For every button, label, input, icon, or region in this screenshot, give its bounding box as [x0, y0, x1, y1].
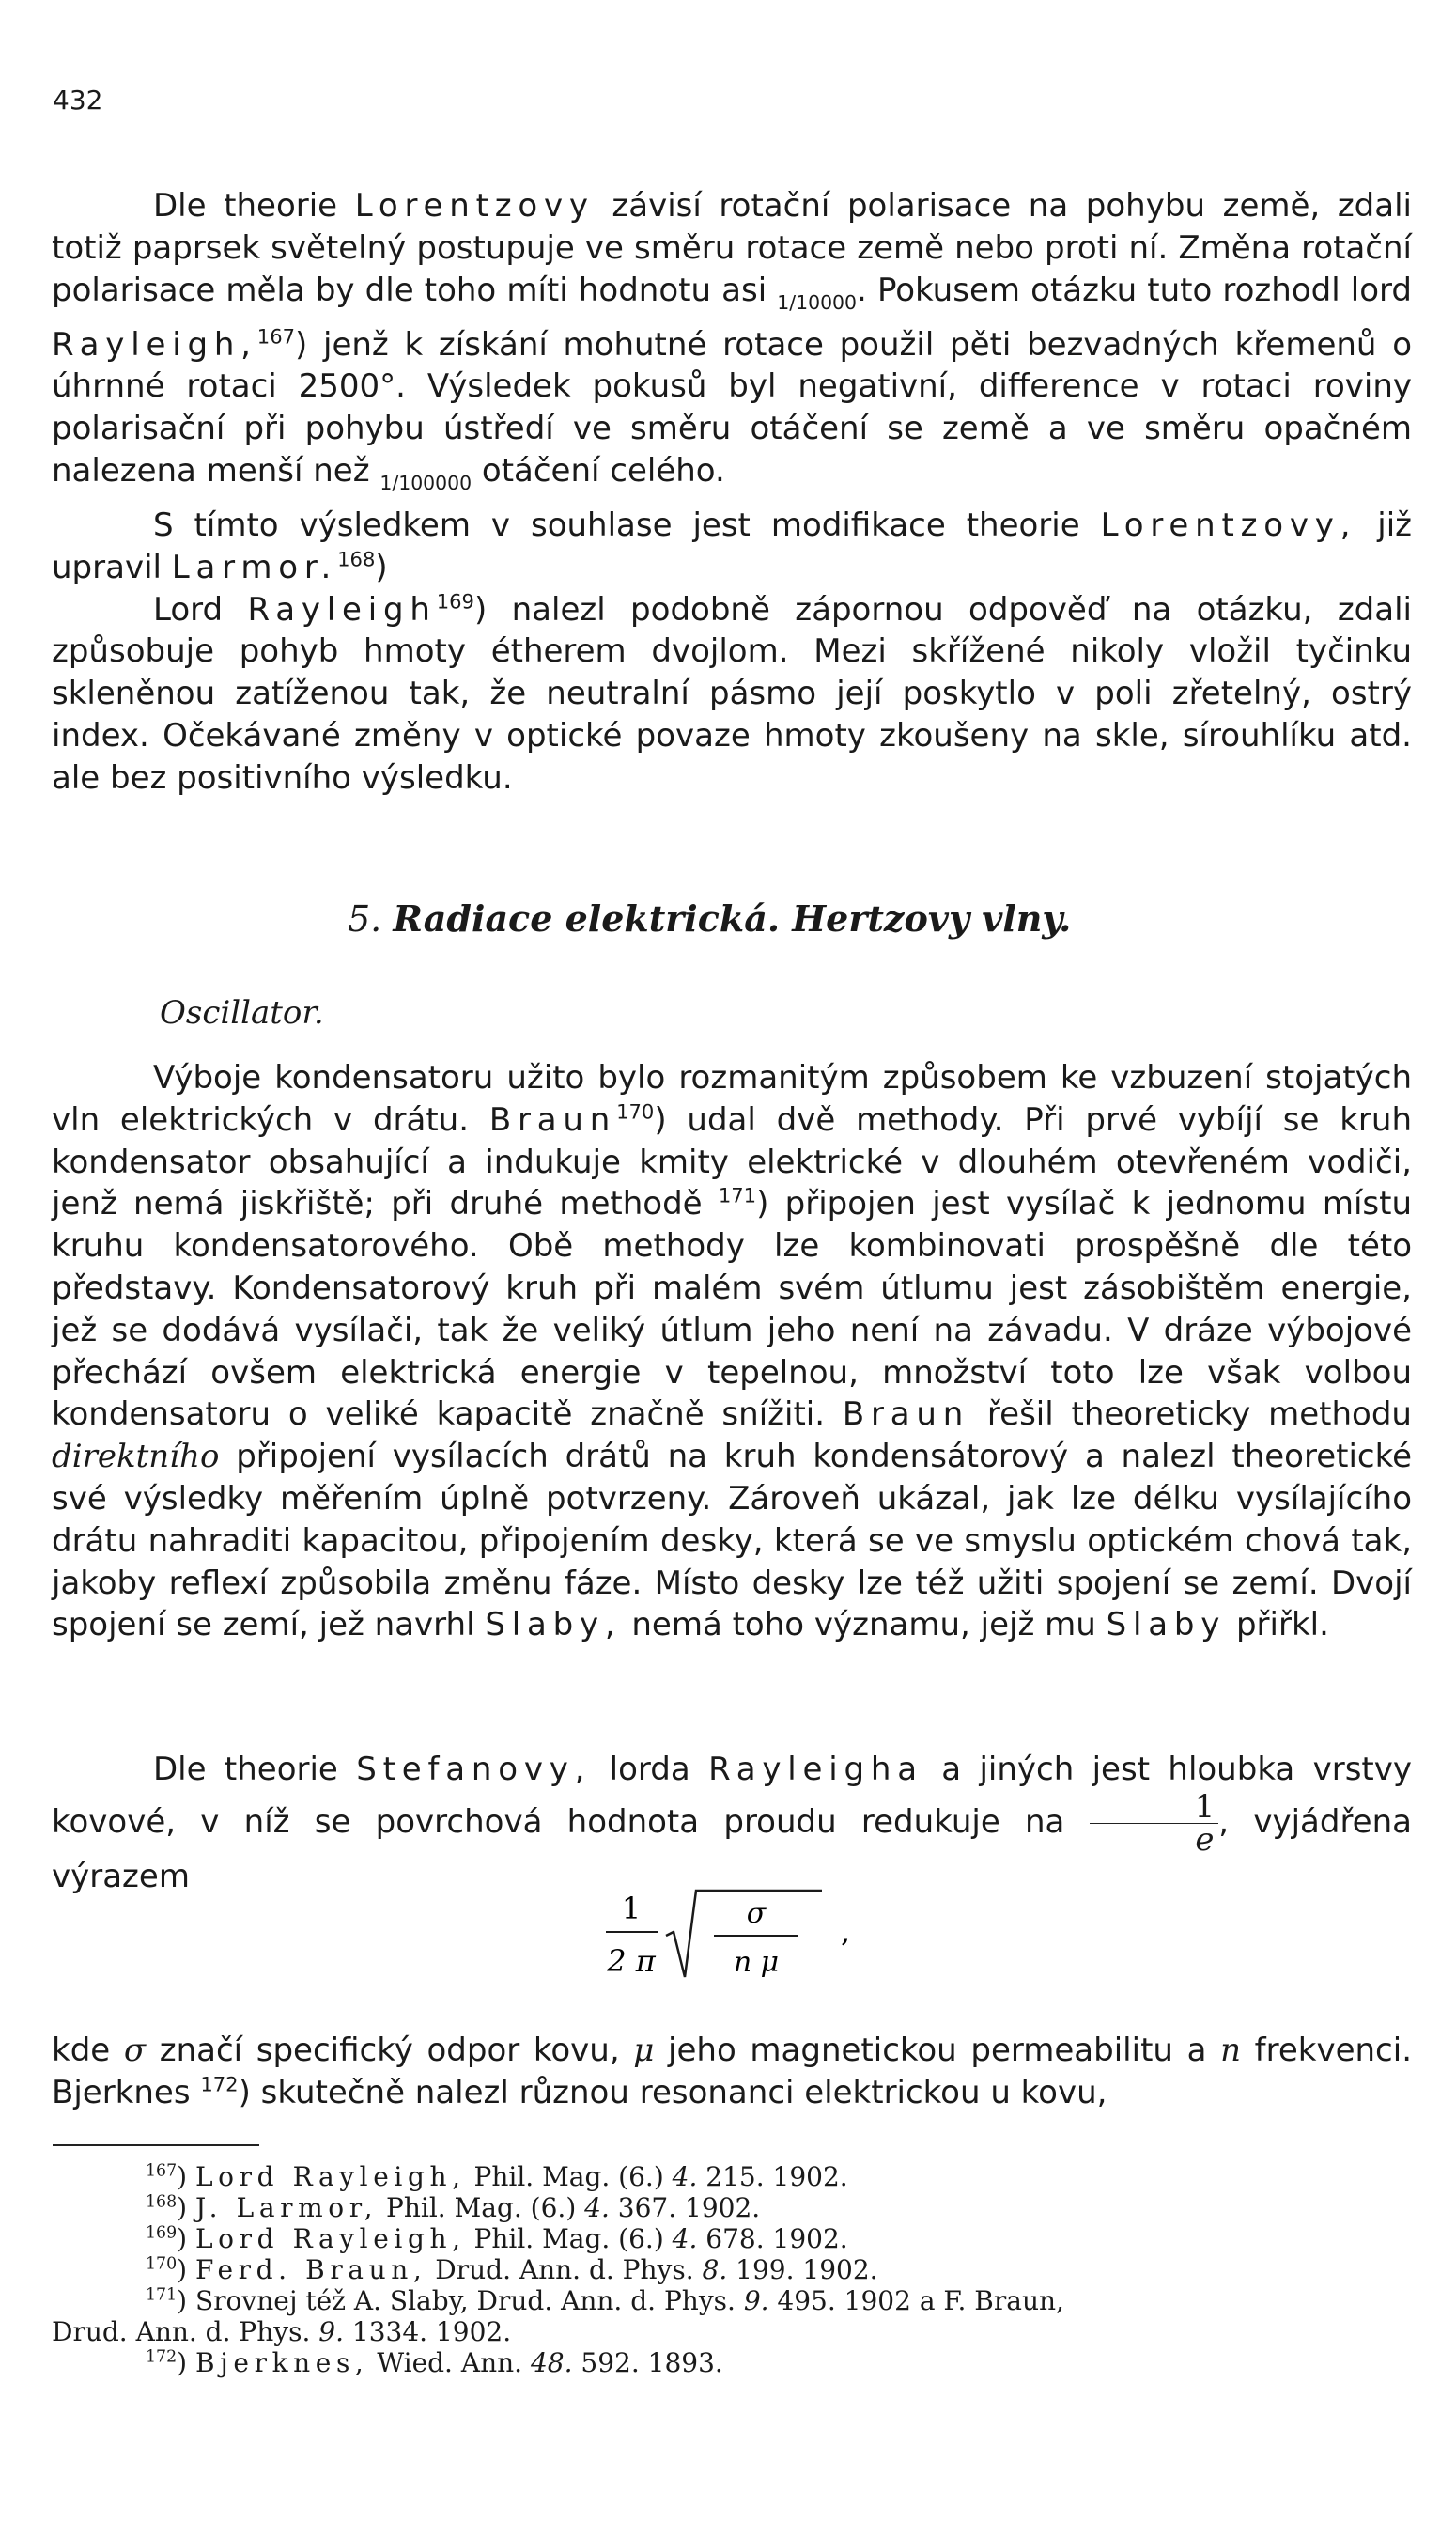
author-name: Stefanovy, [356, 1751, 592, 1788]
footnote-volume: 48. [530, 2347, 573, 2378]
footnote-text: 199. 1902. [727, 2254, 878, 2285]
footnote-number: 168 [146, 2192, 178, 2212]
footnote-ref: 169 [436, 589, 474, 614]
footnote-text: Phil. Mag. (6.) [465, 2223, 673, 2254]
footnote-170: $^{170}$) Ferd. Braun, Drud. Ann. d. Phys. 8. 199. 1902. [146, 2254, 878, 2285]
footnote-text: 592. 1893. [572, 2347, 723, 2378]
text-run: S tímto výsledkem v souhlase jest modifikace theorie [153, 506, 1101, 544]
text-run: řešil theoreticky methodu [969, 1395, 1412, 1434]
emphasis: direktního [52, 1438, 220, 1476]
footnotes [52, 2161, 1412, 2378]
author-name: Lorentzovy [354, 187, 595, 225]
subsection-label: Oscillator. [160, 994, 324, 1032]
footnote-number: 167 [146, 2161, 178, 2181]
footnote-volume: 4. [584, 2192, 610, 2223]
formula-numerator: 1 [621, 1891, 642, 1926]
footnote-text: Phil. Mag. (6.) [465, 2161, 673, 2192]
text-run: přiřkl. [1226, 1606, 1329, 1644]
paragraph-stefan [52, 1749, 1412, 1898]
radicand-numerator: σ [746, 1897, 767, 1930]
footnote-author: J. Larmor, [194, 2192, 379, 2223]
author-name: Braun [842, 1395, 970, 1434]
math-symbol: σ [123, 2032, 147, 2069]
fraction-denominator: e [1195, 1820, 1215, 1859]
author-name: Braun [488, 1100, 617, 1139]
footnote-169: $^{169}$) Lord Rayleigh, Phil. Mag. (6.) 4. 678. 1902. [146, 2223, 848, 2254]
author-name: Rayleigh, [52, 325, 257, 364]
footnote-number: 169 [146, 2223, 178, 2243]
radicand-denominator: n μ [733, 1946, 780, 1979]
footnote-volume: 4. [672, 2161, 698, 2192]
footnote-author: Lord Rayleigh, [194, 2161, 466, 2192]
footnote-volume: 8. [702, 2254, 728, 2285]
section-heading [348, 897, 1071, 940]
footnote-text: 495. 1902 a F. Braun, [768, 2285, 1064, 2316]
paragraph-lorentz-theory [52, 185, 1412, 505]
footnote-text: Drud. Ann. d. Phys. [426, 2254, 703, 2285]
inline-fraction: 1/100000 [379, 472, 472, 495]
text-run: . Pokusem otázku tuto rozhodl lord [857, 271, 1413, 309]
text-run: , vyjádřena výrazem [52, 1802, 1412, 1895]
footnote-ref: 168 [337, 547, 376, 571]
footnote-author: Bjerknes, [194, 2347, 369, 2378]
footnote-author: Ferd. Braun, [194, 2254, 427, 2285]
footnote-separator [53, 2144, 259, 2146]
text-run: frekvenci. Bjerknes [52, 2032, 1412, 2111]
inline-fraction: 1/10000 [777, 290, 857, 314]
text-run: kde [52, 2032, 124, 2069]
text-run: ) [375, 548, 388, 586]
footnote-168: $^{168}$) J. Larmor, Phil. Mag. (6.) 4. 367. 1902. [146, 2192, 761, 2223]
text-run: Lord [153, 590, 248, 629]
text-run: ) udal dvě methody. Při prvé vybíjí se kruh kondensator obsahující a indukuje kmity elektrické v dlouhém otevřeném vodiči, jenž nemá jiskřiště; při druhé methodě [52, 1100, 1413, 1223]
footnote-167: $^{167}$) Lord Rayleigh, Phil. Mag. (6.) 4. 215. 1902. [146, 2161, 848, 2192]
paragraph-braun [52, 1057, 1412, 1646]
footnote-volume: 9. [318, 2316, 344, 2347]
footnote-number: 171 [146, 2285, 178, 2305]
skin-depth-formula [606, 1879, 888, 1992]
math-symbol: μ [633, 2032, 655, 2069]
formula-comma: , [841, 1913, 851, 1949]
footnote-text: 215. 1902. [697, 2161, 848, 2192]
math-symbol: n [1220, 2032, 1241, 2069]
footnote-ref: 172 [200, 2072, 239, 2096]
paragraph-larmor [52, 505, 1412, 589]
footnote-text: 678. 1902. [697, 2223, 848, 2254]
footnote-volume: 4. [672, 2223, 698, 2254]
text-run: již upravil [52, 506, 1412, 586]
footnote-text: 367. 1902. [609, 2192, 761, 2223]
footnote-ref: 170 [616, 1099, 655, 1124]
text-run: Dle theorie [153, 187, 355, 225]
author-name: Slaby [1106, 1606, 1227, 1644]
text-run: Výboje kondensatoru užito bylo rozmanitým způsobem ke vzbuzení stojatých vln elektrických v drátu. [52, 1059, 1412, 1139]
author-name: Rayleigha [708, 1751, 923, 1788]
fraction-numerator: 1 [1090, 1791, 1219, 1824]
text-run: lorda [591, 1751, 709, 1788]
footnote-text: Phil. Mag. (6.) [378, 2192, 585, 2223]
text-run: Dle theorie [153, 1751, 357, 1788]
page-number: 432 [53, 85, 103, 116]
inline-fraction [1090, 1787, 1219, 1859]
text-run: ) nalezl podobně zápornou odpověď na otázku, zdali způsobuje pohyb hmoty étherem dvojlom. Mezi skřížené nikoly vložil tyčinku skleněnou zatíženou tak, že neutralní pásmo její poskytlo v poli zřetelný, ostrý index. Očekávané změny v optické povaze hmoty zkoušeny na skle, sírouhlíku atd. ale bez positivního výsledku. [52, 590, 1412, 797]
text-run: a jiných jest hloubka vrstvy kovové, v níž se povrchová hodnota proudu redukuje na [52, 1751, 1412, 1841]
footnote-172: $^{172}$) Bjerknes, Wied. Ann. 48. 592. 1893. [146, 2347, 723, 2378]
text-run: ) skutečně nalezl různou resonanci elektrickou u kovu, [238, 2073, 1107, 2111]
text-run: jeho magnetickou permeabilitu a [654, 2032, 1221, 2069]
formula-denominator: 2 π [607, 1943, 656, 1979]
text-run: připojení vysílacích drátů na kruh kondensátorový a nalezl theoretické své výsledky měřením úplně potvrzeny. Zároveň ukázal, jak lze délku vysílajícího drátu nahraditi kapacitou, připojením desky, která se ve smyslu optickém chová tak, jakoby reflexí způsobila změnu fáze. Místo desky lze též užiti spojení se zemí. Dvojí spojení se zemí, jež navrhl [52, 1438, 1412, 1644]
footnote-ref: 167 [256, 324, 296, 349]
text-block-bjerknes [52, 2030, 1412, 2114]
text-run: značí specifický odpor kovu, [146, 2032, 634, 2069]
section-number: 5. [348, 898, 382, 940]
footnote-number: 172 [146, 2347, 178, 2367]
author-name: Larmor. [171, 548, 338, 586]
section-title: Radiace elektrická. Hertzovy vlny. [393, 897, 1072, 940]
footnote-171: $^{171}$) Srovnej též A. Slaby, Drud. Ann. d. Phys. 9. 495. 1902 a F. Braun, [146, 2285, 1064, 2316]
footnote-number: 170 [146, 2254, 178, 2274]
paragraph-bjerknes [52, 2030, 1412, 2114]
text-block-stefan [52, 1749, 1412, 1898]
author-name: Lorentzovy, [1100, 506, 1357, 544]
footnote-text: Wied. Ann. [368, 2347, 531, 2378]
text-block-oscillator [52, 1057, 1412, 1646]
text-run: ) připojen jest vysílač k jednomu místu kruhu kondensatorového. Obě methody lze kombinovati prospěšně dle této představy. Kondensatorový kruh při malém svém útlumu jest zásobištěm energie, jež se dodává vysílači, tak že veliký útlum jeho není na závadu. V dráze výbojové přechází ovšem elektrická energie v tepelnou, množství toto lze však volbou kondensatoru o veliké kapacitě značně snížiti. [52, 1185, 1412, 1434]
footnote-171-continued [52, 2316, 1412, 2347]
footnote-text: Srovnej též A. Slaby, Drud. Ann. d. Phys. [194, 2285, 744, 2316]
author-name: Rayleigh [247, 590, 437, 629]
footnote-text: 1334. 1902. [343, 2316, 512, 2347]
footnote-ref: 171 [718, 1184, 757, 1208]
text-run: závisí rotační polarisace na pohybu země, zdali totiž paprsek světelný postupuje ve směru rotace země nebo proti ní. Změna rotační polarisace měla by dle toho míti hodnotu asi [52, 187, 1412, 309]
author-name: Slaby, [485, 1606, 622, 1644]
footnote-text: Drud. Ann. d. Phys. [52, 2316, 319, 2347]
text-block-top [52, 185, 1412, 800]
text-run: otáčení celého. [472, 451, 725, 490]
paragraph-rayleigh [52, 589, 1412, 800]
text-run: nemá toho významu, jejž mu [621, 1606, 1107, 1644]
footnote-volume: 9. [743, 2285, 769, 2316]
text-run: ) jenž k získání mohutné rotace použil pěti bezvadných křemenů o úhrnné rotaci 2500°. Výsledek pokusů byl negativní, difference v rotaci roviny polarisační při pohybu ústředí ve směru otáčení se země a ve směru opačném nalezena menší než [52, 325, 1412, 490]
footnote-author: Lord Rayleigh, [194, 2223, 466, 2254]
